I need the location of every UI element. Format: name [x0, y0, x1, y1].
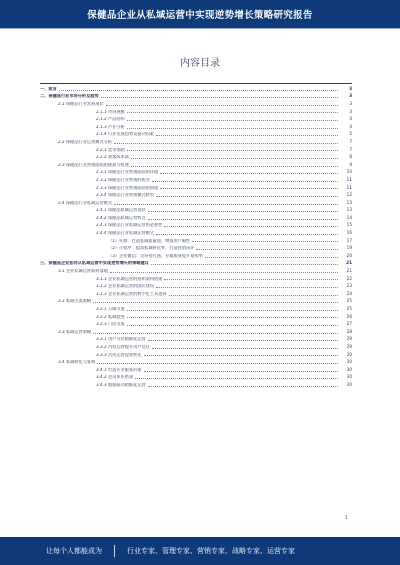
toc-entry-page: 12	[346, 192, 352, 198]
toc-entry[interactable]	[40, 243, 352, 251]
toc-entry[interactable]	[40, 228, 352, 236]
toc-entry[interactable]	[40, 84, 352, 92]
toc-entry-page: 9	[349, 161, 352, 167]
toc-entry-label: 3.2 私域引流策略	[58, 299, 92, 304]
toc-entry[interactable]	[40, 289, 352, 297]
toc-entry-page: 30	[346, 351, 352, 357]
toc-leader-dots	[160, 188, 338, 189]
toc-entry-page: 14	[346, 214, 352, 220]
footer-roles: 行业专家、管理专家、营销专家、战略专家、运营专家	[127, 547, 295, 555]
toc-entry-page: 16	[346, 230, 352, 236]
toc-leader-dots	[196, 249, 338, 250]
toc-entry-label: 3.2.2 私域裂变	[96, 314, 125, 319]
toc-entry-page: 3	[349, 85, 352, 91]
toc-leader-dots	[156, 234, 338, 235]
toc-entry[interactable]	[40, 190, 352, 198]
toc-entry-label: 2.4.2 保健品私域运营特点	[96, 215, 146, 220]
toc-entry-page: 13	[346, 207, 352, 213]
toc-entry-label: （1）社群：打造私域流量池，增强用户黏性	[108, 238, 191, 243]
toc-leader-dots	[151, 264, 338, 265]
toc-leader-dots	[97, 363, 338, 364]
toc-leader-dots	[127, 310, 338, 311]
toc-entry-page: 7	[349, 146, 352, 152]
toc-entry-page: 30	[346, 366, 352, 372]
toc-entry-page: 25	[346, 306, 352, 312]
toc-entry-label: 2.2.2 获客成本高	[96, 155, 129, 160]
toc-entry[interactable]	[40, 259, 352, 267]
toc-leader-dots	[93, 333, 338, 334]
toc-leader-dots	[152, 181, 338, 182]
toc-leader-dots	[127, 128, 338, 129]
toc-leader-dots	[59, 90, 338, 91]
toc-entry-label: 3.1.2 企业私域运营的团队建设	[96, 284, 155, 289]
toc-leader-dots	[152, 348, 338, 349]
toc-entry[interactable]	[40, 281, 352, 289]
toc-entry-label: 3.4.2 会员体系搭建	[96, 375, 134, 380]
toc-leader-dots	[148, 386, 338, 387]
toc-entry-label: 2.4.3 保健品行业私域运营的必要性	[96, 223, 163, 228]
toc-leader-dots	[127, 112, 338, 113]
toc-entry-label: 3.4.3 数据驱动精细化运营	[96, 382, 146, 387]
toc-entry-label: 2.2.1 竞争加剧	[96, 147, 125, 152]
toc-leader-dots	[148, 219, 338, 220]
toc-entry[interactable]	[40, 160, 352, 168]
toc-entry[interactable]	[40, 312, 352, 320]
toc-entry[interactable]	[40, 99, 352, 107]
toc-heading: 内容目录	[180, 58, 220, 69]
toc-entry-page: 15	[346, 222, 352, 228]
toc-entry[interactable]	[40, 206, 352, 214]
toc-entry-page: 30	[346, 381, 352, 387]
toc-entry-page: 3	[349, 100, 352, 106]
toc-entry[interactable]	[40, 107, 352, 115]
toc-entry-label: 2.3 保健品行业营销面临的挑战与机遇	[58, 162, 129, 167]
toc-entry[interactable]	[40, 175, 352, 183]
toc-entry-page: 30	[346, 374, 352, 380]
toc-entry[interactable]	[40, 342, 352, 350]
toc-leader-dots	[164, 226, 338, 227]
toc-entry-page: 22	[346, 275, 352, 281]
toc-entry-label: 2.1.1 市场规模	[96, 109, 125, 114]
toc-entry[interactable]	[40, 350, 352, 358]
toc-entry-page: 28	[346, 328, 352, 334]
toc-entry-label: 2.1.2 产品结构	[96, 117, 125, 122]
toc-entry[interactable]	[40, 319, 352, 327]
toc-leader-dots	[205, 257, 338, 258]
toc-entry-page: 20	[346, 252, 352, 258]
toc-entry[interactable]	[40, 373, 352, 381]
toc-leader-dots	[144, 355, 339, 356]
toc-entry-page: 19	[346, 245, 352, 251]
toc-entry-label: 2.1 保健品行业发展现状	[58, 101, 104, 106]
toc-entry-label: 2.4.4 保健品行业私域运营模式	[96, 231, 155, 236]
footer-slogan: 让每个人都能成为	[46, 547, 102, 555]
toc-entry-label: 3.3.3 活动运营促进转化	[96, 352, 142, 357]
toc-entry-label: 一、前言	[40, 86, 57, 91]
header-divider	[0, 28, 400, 29]
toc-entry[interactable]	[40, 183, 352, 191]
toc-leader-dots	[156, 196, 338, 197]
toc-entry[interactable]	[40, 236, 352, 244]
toc-leader-dots	[110, 272, 338, 273]
toc-entry-label: 2.1.4 行业发展趋势及驱动因素	[96, 132, 155, 137]
toc-entry-page: 23	[346, 283, 352, 289]
toc-leader-dots	[101, 97, 338, 98]
toc-entry[interactable]	[40, 137, 352, 145]
toc-entry[interactable]	[40, 221, 352, 229]
toc-entry-label: 2.3.4 保健品行业营销模式转型	[96, 193, 155, 198]
toc-entry-label: 2.3.3 保健品行业营销面临的困境	[96, 185, 159, 190]
toc-entry[interactable]	[40, 198, 352, 206]
toc-leader-dots	[106, 105, 338, 106]
toc-entry-page: 4	[349, 123, 352, 129]
toc-leader-dots	[144, 371, 339, 372]
toc-entry[interactable]	[40, 92, 352, 100]
toc-entry-page: 29	[346, 336, 352, 342]
toc-entry-page: 29	[346, 343, 352, 349]
toc-leader-dots	[156, 287, 338, 288]
toc-entry[interactable]	[40, 145, 352, 153]
toc-entry-label: 3.4 私域转化与复购	[58, 360, 96, 365]
toc-entry-page: 17	[346, 237, 352, 243]
document-title: 保健品企业从私域运营中实现逆势增长策略研究报告	[87, 10, 313, 21]
toc-entry-page: 11	[346, 184, 352, 190]
toc-entry-label: 2.1.3 产业分析	[96, 124, 125, 129]
toc-leader-dots	[148, 211, 338, 212]
toc-entry-page: 30	[346, 359, 352, 365]
header-bar	[0, 0, 400, 28]
toc-entry-page: 5	[349, 131, 352, 137]
toc-entry[interactable]	[40, 304, 352, 312]
toc-entry-label: （3）企业微信：全场景打通，专属服务提升复购率	[108, 253, 203, 258]
toc-entry[interactable]	[40, 365, 352, 373]
toc-entry-label: 3.4.1 打造专业服务形象	[96, 367, 142, 372]
footer-bar	[0, 537, 400, 565]
toc-entry[interactable]	[40, 274, 352, 282]
toc-entry[interactable]	[40, 213, 352, 221]
toc-leader-dots	[114, 143, 338, 144]
toc-leader-dots	[148, 340, 338, 341]
toc-entry[interactable]	[40, 380, 352, 388]
toc-leader-dots	[127, 325, 338, 326]
toc-leader-dots	[93, 302, 338, 303]
toc-entry[interactable]	[40, 152, 352, 160]
toc-leader-dots	[127, 120, 338, 121]
toc-leader-dots	[160, 173, 338, 174]
toc-leader-dots	[131, 166, 338, 167]
toc-entry-label: 3.3 私域运营策略	[58, 329, 92, 334]
toc-entry-page: 21	[346, 268, 352, 274]
toc-entry-page: 24	[346, 290, 352, 296]
toc-entry[interactable]	[40, 122, 352, 130]
toc-entry-page: 25	[346, 298, 352, 304]
toc-entry-label: 3.2.1 公域引流	[96, 307, 125, 312]
toc-entry-label: 3.1.3 企业私域运营的数字化工具选择	[96, 291, 167, 296]
toc-leader-dots	[131, 158, 338, 159]
toc-entry-page: 27	[346, 321, 352, 327]
page-number: 1	[345, 516, 348, 521]
toc-entry-label: 3.1 企业私域运营如何落地	[58, 269, 108, 274]
toc-entry-page: 11	[346, 176, 352, 182]
toc-entry[interactable]	[40, 357, 352, 365]
toc-leader-dots	[164, 279, 338, 280]
toc-entry-label: 二、保健品行业市场分析及趋势	[40, 94, 99, 99]
toc-entry-page: 13	[346, 199, 352, 205]
toc-entry[interactable]	[40, 114, 352, 122]
toc-entry-label: （2）小程序：提高私域转化率，打造营销闭环	[108, 246, 195, 251]
toc-leader-dots	[156, 135, 338, 136]
toc-entry-page: 3	[349, 93, 352, 99]
toc-entry-page: 26	[346, 313, 352, 319]
toc-entry-page: 7	[349, 138, 352, 144]
toc-entry[interactable]	[40, 168, 352, 176]
toc-leader-dots	[127, 150, 338, 151]
toc-entry[interactable]	[40, 335, 352, 343]
toc-entry-label: 2.3.2 保健品行业营销的机会	[96, 177, 150, 182]
toc-leader-dots	[127, 317, 338, 318]
toc-entry-label: 3.1.1 企业私域运营的组织架构搭建	[96, 276, 163, 281]
toc-leader-dots	[135, 378, 338, 379]
toc-entry[interactable]	[40, 266, 352, 274]
toc-leader-dots	[169, 295, 338, 296]
toc-entry-label: 2.4.1 保健品私域运营现状	[96, 208, 146, 213]
toc-entry-page: 4	[349, 116, 352, 122]
table-of-contents	[40, 84, 352, 388]
toc-entry[interactable]	[40, 130, 352, 138]
toc-entry-page: 21	[346, 260, 352, 266]
toc-entry-label: 三、保健品企业如何从私域运营中实现逆势增长的策略建议	[40, 261, 149, 266]
toc-leader-dots	[114, 204, 338, 205]
toc-entry[interactable]	[40, 251, 352, 259]
toc-entry-label: 3.2.3 门店引流	[96, 322, 125, 327]
toc-leader-dots	[192, 241, 338, 242]
toc-entry-label: 2.4 保健品行业私域运营模式	[58, 200, 113, 205]
footer-separator	[114, 545, 115, 557]
toc-entry-label: 3.3.1 用户分层精细化运营	[96, 337, 146, 342]
toc-entry-page: 10	[346, 169, 352, 175]
toc-entry-label: 3.3.2 内容运营提升用户信任	[96, 344, 150, 349]
toc-entry-page: 3	[349, 108, 352, 114]
toc-entry-label: 2.3.1 保健品行业营销面临的环境	[96, 170, 159, 175]
toc-entry-page: 8	[349, 154, 352, 160]
toc-entry[interactable]	[40, 327, 352, 335]
toc-entry[interactable]	[40, 297, 352, 305]
toc-entry-label: 2.2 保健品行业运营痛点分析	[58, 139, 113, 144]
